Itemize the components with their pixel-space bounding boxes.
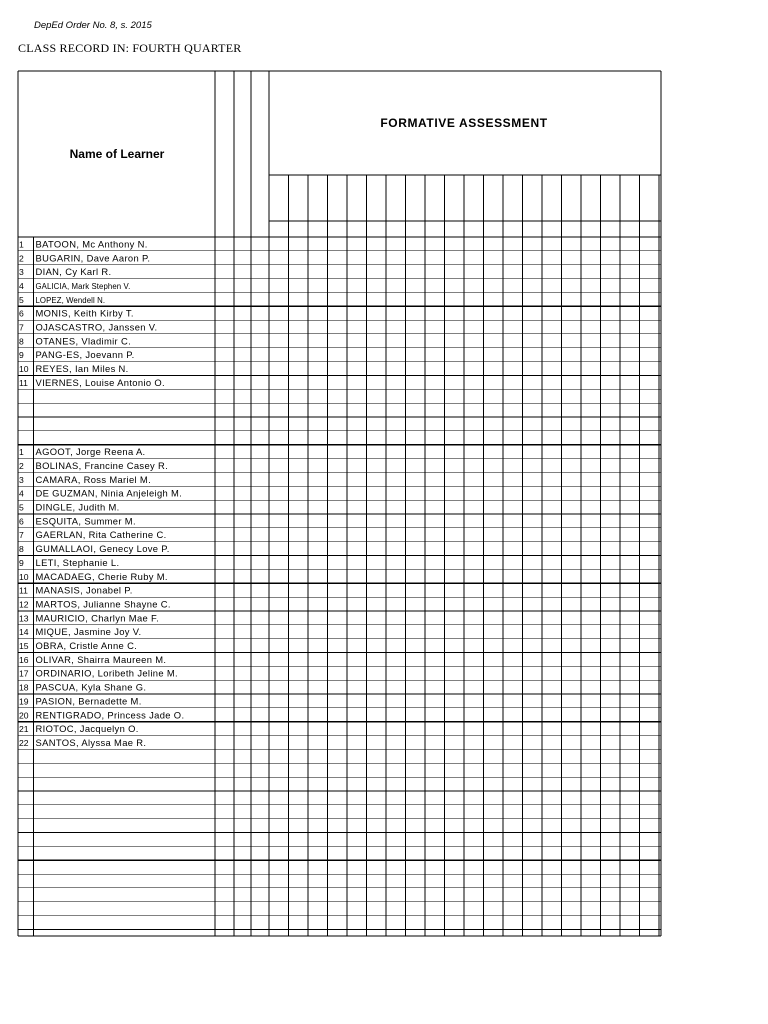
learner-name: REYES, Ian Miles N. xyxy=(35,363,129,374)
learner-name: DE GUZMAN, Ninia Anjeleigh M. xyxy=(35,487,183,499)
learner-name: GAERLAN, Rita Catherine C. xyxy=(35,529,167,541)
learner-name: MARTOS, Julianne Shayne C. xyxy=(35,598,171,610)
learner-number: 1 xyxy=(19,447,24,458)
learner-number: 22 xyxy=(19,738,29,748)
learner-name: SANTOS, Alyssa Mae R. xyxy=(35,737,147,748)
learner-number: 2 xyxy=(19,461,24,471)
learner-number: 15 xyxy=(19,641,29,651)
learner-number: 5 xyxy=(19,294,24,305)
learner-name: LOPEZ, Wendell N. xyxy=(35,295,106,305)
learner-number: 10 xyxy=(19,364,29,374)
learner-number: 20 xyxy=(19,710,29,721)
learner-name: DINGLE, Judith M. xyxy=(35,501,120,513)
learner-number: 6 xyxy=(19,516,24,527)
learner-number: 13 xyxy=(19,613,29,624)
learner-name: PASION, Bernadette M. xyxy=(35,695,142,707)
learner-name: OTANES, Vladimir C. xyxy=(35,335,132,347)
learner-name: GUMALLAOI, Genecy Love P. xyxy=(35,543,170,555)
learner-number: 11 xyxy=(19,585,28,596)
learner-name: DIAN, Cy Karl R. xyxy=(35,266,112,278)
learner-name: CAMARA, Ross Mariel M. xyxy=(35,473,152,485)
learner-number: 9 xyxy=(19,557,24,568)
learner-name: BUGARIN, Dave Aaron P. xyxy=(35,252,151,264)
deped-order-label: DepEd Order No. 8, s. 2015 xyxy=(34,20,152,31)
learner-number: 2 xyxy=(19,253,24,264)
learner-name: ORDINARIO, Loribeth Jeline M. xyxy=(35,667,178,679)
learner-name: BATOON, Mc Anthony N. xyxy=(35,238,148,250)
learner-name: OBRA, Cristle Anne C. xyxy=(35,640,138,651)
learner-name: AGOOT, Jorge Reena A. xyxy=(35,446,146,458)
learner-number: 19 xyxy=(19,696,29,707)
learner-name: ESQUITA, Summer M. xyxy=(35,515,136,527)
learner-name: MACADAEG, Cherie Ruby M. xyxy=(35,570,168,582)
learner-number: 14 xyxy=(19,627,29,638)
learner-number: 1 xyxy=(19,239,24,250)
learner-name: LETI, Stephanie L. xyxy=(35,556,120,568)
grid-text xyxy=(19,116,548,748)
learner-number: 4 xyxy=(19,280,24,291)
learner-number: 4 xyxy=(19,488,24,499)
learner-number: 5 xyxy=(19,502,24,513)
learner-number: 16 xyxy=(19,654,29,665)
learner-number: 7 xyxy=(19,322,24,333)
learner-name: PASCUA, Kyla Shane G. xyxy=(35,681,147,693)
learner-name: MIQUE, Jasmine Joy V. xyxy=(35,626,142,638)
learner-name: OJASCASTRO, Janssen V. xyxy=(35,321,158,333)
learner-number: 10 xyxy=(19,571,29,582)
learner-name: BOLINAS, Francine Casey R. xyxy=(35,460,169,471)
learner-name: RENTIGRADO, Princess Jade O. xyxy=(35,709,185,721)
learner-number: 17 xyxy=(19,668,29,679)
learner-number: 18 xyxy=(19,682,29,693)
learner-number: 12 xyxy=(19,599,29,610)
formative-assessment-header: FORMATIVE ASSESSMENT xyxy=(380,116,548,130)
learner-number: 6 xyxy=(19,308,24,319)
learner-name: PANG-ES, Joevann P. xyxy=(35,349,135,361)
learner-number: 3 xyxy=(19,474,24,485)
learner-number: 11 xyxy=(19,377,28,388)
learner-number: 8 xyxy=(19,544,24,555)
learner-name: MANASIS, Jonabel P. xyxy=(35,584,133,596)
learner-number: 9 xyxy=(19,350,24,361)
learner-name: VIERNES, Louise Antonio O. xyxy=(35,376,165,388)
learner-number: 21 xyxy=(19,724,29,735)
name-of-learner-header: Name of Learner xyxy=(69,147,165,161)
learner-number: 7 xyxy=(19,530,24,541)
learner-number: 8 xyxy=(19,336,24,347)
learner-name: MONIS, Keith Kirby T. xyxy=(35,307,134,319)
learner-name: OLIVAR, Shairra Maureen M. xyxy=(35,653,167,665)
class-record-title: CLASS RECORD IN: FOURTH QUARTER xyxy=(18,41,242,55)
learner-name: RIOTOC, Jacquelyn O. xyxy=(35,723,139,735)
learner-name: GALICIA, Mark Stephen V. xyxy=(35,281,131,291)
learner-number: 3 xyxy=(19,267,24,278)
learner-name: MAURICIO, Charlyn Mae F. xyxy=(35,612,160,624)
